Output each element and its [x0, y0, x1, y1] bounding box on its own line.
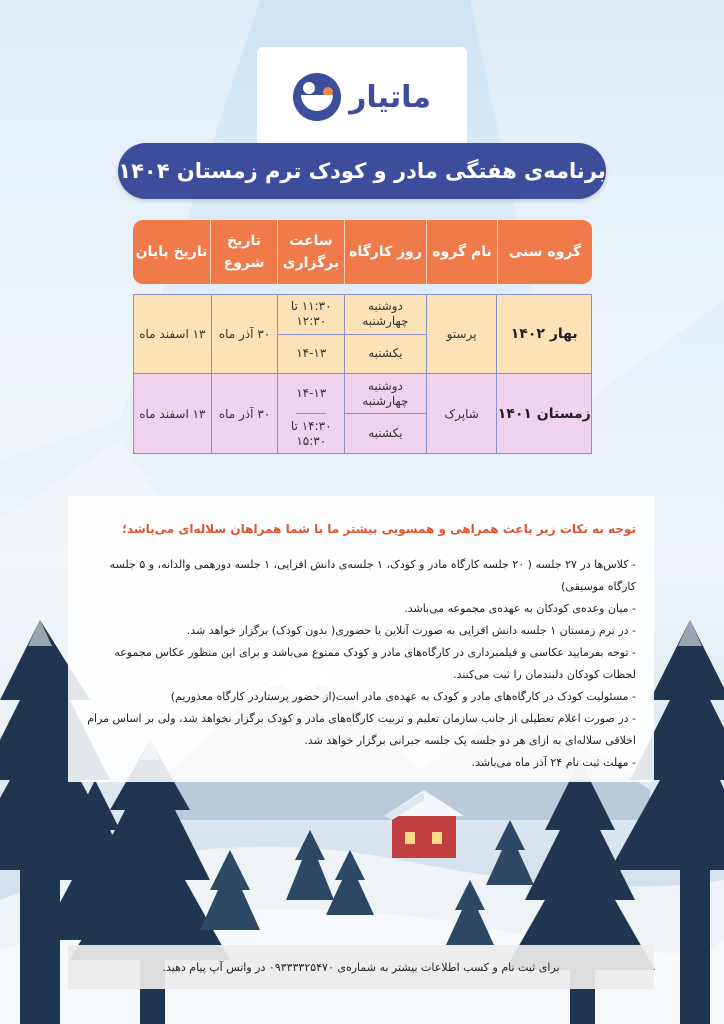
logo-accent-dot	[323, 87, 333, 97]
list-item: - توجه بفرمایید عکاسی و فیلمبرداری در کارگاه‌های مادر و کودک ممنوع می‌باشد و برای این منظور عکاس مجموعه لحظات کودکان دلبندمان را ثبت می‌کنند.	[114, 646, 636, 681]
day-slot-1: دوشنبه چهارشنبه	[345, 295, 426, 335]
list-item: - در صورت اعلام تعطیلی از جانب سازمان تعلیم و تربیت کارگاه‌های مادر و کودک برگزار نخواهد شد، ولی بر اساس مرام اخلاقی سلاله‌ای به ازای هر دو جلسه یک جلسه جبرانی برگزار خواهد شد.	[87, 712, 636, 747]
group-name-cell: پرستو	[426, 295, 497, 373]
day-slot-2: یکشنبه	[368, 426, 403, 440]
header-hours: ساعت برگزاری	[277, 220, 344, 284]
notes-list	[86, 554, 636, 774]
day-slot-1: دوشنبه چهارشنبه	[345, 374, 426, 414]
schedule-header-row	[133, 220, 592, 284]
workshop-day-cell	[344, 295, 426, 373]
group-name-cell: شاپرک	[426, 374, 497, 453]
hour-slot-1: ۱۴-۱۳	[296, 374, 326, 414]
page-title: برنامه‌ی هفتگی مادر و کودک ترم زمستان ۱۴۰۴	[118, 143, 606, 199]
end-date-cell: ۱۳ اسفند ماه	[139, 406, 206, 421]
brand-logo-text: ماتیار	[349, 79, 431, 115]
age-group-cell: بهار ۱۴۰۲	[496, 295, 591, 373]
header-age-group: گروه سنی	[497, 220, 592, 284]
hour-slot-2: ۱۴:۳۰ تا ۱۵:۳۰	[290, 418, 332, 448]
list-item: - مسئولیت کودک در کارگاه‌های مادر و کودک به عهده‌ی مادر است(از حضور پرستاردر کارگاه معذوریم)	[170, 690, 636, 703]
list-item: - در ترم زمستان ۱ جلسه دانش افزایی به صورت آنلاین یا حضوری( بدون کودک) برگزار خواهد شد.	[186, 624, 636, 637]
start-date-cell: ۳۰ آذر ماه	[211, 374, 278, 453]
header-group-name: نام گروه	[426, 220, 497, 284]
hour-slot-1: ۱۱:۳۰ تا ۱۲:۳۰	[278, 295, 344, 335]
mother-child-logo-icon	[293, 73, 341, 121]
logo-card	[257, 47, 467, 147]
header-workshop-day: روز کارگاه	[344, 220, 426, 284]
list-item: - میان وعده‌ی کودکان به عهده‌ی مجموعه می‌باشد.	[404, 602, 636, 615]
end-date-cell: ۱۳ اسفند ماه	[139, 327, 206, 341]
notes-title: توجه به نکات زیر باعث همراهی و همسویی بیشتر ما با شما همراهان سلاله‌ای می‌باشد؛	[122, 522, 636, 536]
notes-panel	[68, 496, 654, 782]
age-group-cell: زمستان ۱۴۰۱	[496, 374, 591, 453]
day-slot-2: یکشنبه	[368, 346, 403, 361]
hour-slot-2: ۱۴-۱۳	[296, 346, 327, 361]
workshop-day-cell	[344, 374, 426, 453]
schedule-table	[133, 220, 592, 454]
list-item: - کلاس‌ها در ۲۷ جلسه ( ۲۰ جلسه کارگاه مادر و کودک، ۱ جلسه‌ی دانش افزایی، ۱ جلسه دورهمی والدانه، و ۵ جلسه کارگاه موسیقی)	[109, 558, 636, 593]
header-start-date: تاریخ شروع	[210, 220, 277, 284]
header-end-date: تاریخ پایان	[135, 244, 208, 260]
table-row	[133, 374, 592, 454]
contact-footer: برای ثبت نام و کسب اطلاعات بیشتر به شماره‌ی ۰۹۳۳۳۳۲۵۴۷۰ در واتس آپ پیام دهید.	[68, 945, 654, 989]
hours-cell	[277, 295, 344, 373]
table-row	[133, 294, 592, 374]
list-item: - مهلت ثبت نام ۲۴ آذر ماه می‌باشد.	[471, 756, 636, 769]
hours-cell	[277, 374, 344, 453]
start-date-cell: ۳۰ آذر ماه	[211, 295, 278, 373]
